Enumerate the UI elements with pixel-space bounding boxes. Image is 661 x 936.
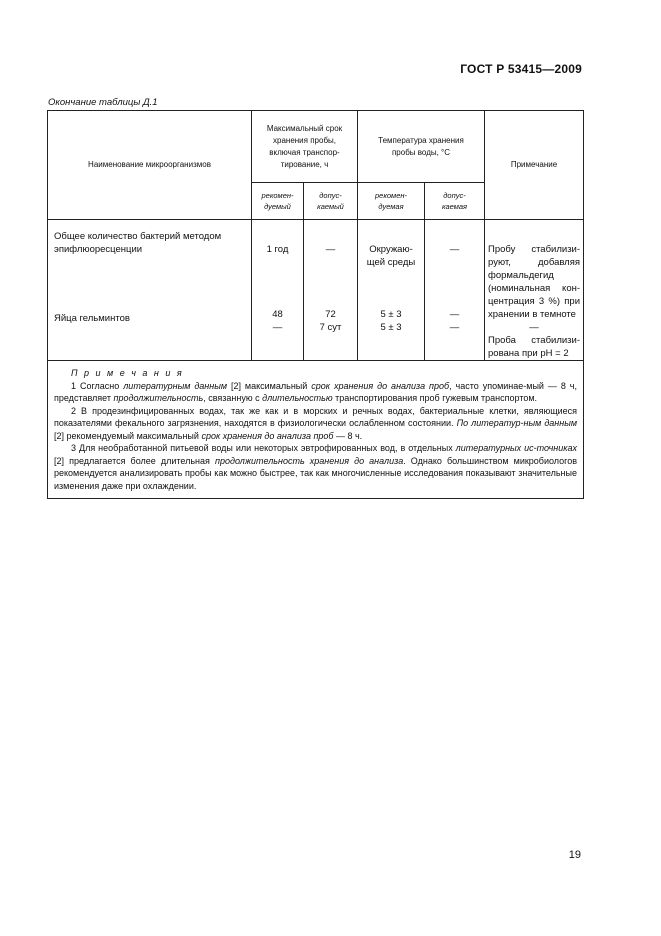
header-temp-line: пробы воды, °С (391, 147, 451, 157)
note-text: [2] предлагается более длительная (54, 455, 215, 466)
cell-value: — (325, 244, 336, 255)
cell-value: щей среды (366, 257, 416, 268)
subheader-line: допус- (443, 191, 466, 200)
note-text: срок хранения до анализа проб (311, 380, 450, 391)
note-text: [2] рекомендуемый максимальный (54, 430, 202, 441)
cell-value: 7 сут (319, 322, 342, 333)
note-text: транспортирования проб гужевым транспортом. (332, 393, 538, 403)
note-text: длительностью (262, 393, 333, 403)
note-text: литературным данным (123, 380, 228, 391)
note-2 (54, 405, 577, 443)
cell-value: 1 год (266, 244, 289, 255)
note-text: 2 В продезинфицированных водах, так же как и в морских и речных водах, бактериальные клетки, являющиеся показателями фекального загрязнения, находятся в физиологически ослабленном состоянии. (54, 405, 578, 428)
subheader-line: каемая (441, 202, 468, 211)
notes-title: П р и м е ч а н и я (71, 368, 184, 378)
header-storage-temperature (358, 111, 485, 183)
cell-value: Окружаю- (369, 244, 413, 255)
note-text: По литератур-ным данным (456, 418, 577, 428)
cell-value: 72 (325, 309, 336, 320)
note-text: , часто упоминае-мый — 8 ч, представляет (54, 380, 577, 403)
table-caption: Окончание таблицы Д.1 (48, 97, 158, 108)
document-header: ГОСТ Р 53415—2009 (460, 62, 582, 76)
page-number: 19 (568, 849, 581, 861)
notes-block (48, 361, 584, 499)
header-note: Примечание (485, 111, 584, 220)
row-name: Общее количество бактерий методом эпифлюоресценции (54, 231, 222, 255)
subheader-line: допус- (319, 191, 342, 200)
note-3 (54, 442, 577, 492)
subheader-allowed-time (304, 183, 358, 220)
note-text: 1 Согласно (71, 380, 124, 391)
header-storage-time-line: включая транспор- (269, 147, 340, 157)
table-row-note-cell (485, 220, 584, 361)
cell-value: — (449, 244, 460, 255)
subheader-allowed-temp (425, 183, 485, 220)
note-text: , связанную с (203, 393, 263, 403)
subheader-line: рекомен- (375, 191, 407, 200)
row-name: Яйца гельминтов (54, 313, 130, 324)
cell-value: — (449, 322, 460, 333)
note-text: — 8 ч. (333, 430, 363, 441)
note-text: срок хранения до анализа проб (201, 430, 334, 441)
row-note: Проба стабилизи-рована при pH = 2 (488, 335, 581, 359)
note-text: литературных ис-точниках (455, 443, 577, 453)
cell-value: 48 (272, 309, 283, 320)
table-row-rec-temp-cell (358, 220, 425, 361)
cell-value: 5 ± 3 (380, 322, 402, 333)
table-row-allow-temp-cell (425, 220, 485, 361)
header-storage-time-line: хранения пробы, (273, 135, 336, 145)
header-organism-name: Наименование микроорганизмов (48, 111, 252, 220)
note-text: . Однако большинством микробиологов рекомендуется анализировать пробы как можно быстрее, так как многочисленные исследования показывают значительные изменения даже при охлаждении. (54, 455, 578, 491)
table-row-name-cell (48, 220, 252, 361)
note-text: [2] максимальный (227, 380, 312, 391)
header-storage-time (252, 111, 358, 183)
row-note: Пробу стабилизи-руют, добавляя формальдегид (номинальная кон-центрация 3 %) при хранении в темноте (488, 244, 581, 320)
cell-value: — (449, 309, 460, 320)
table-row-rec-time-cell (252, 220, 304, 361)
subheader-line: дуемая (378, 202, 404, 211)
storage-table (47, 110, 584, 499)
subheader-recommended-temp (358, 183, 425, 220)
header-storage-time-line: Максимальный срок (266, 123, 343, 133)
header-temp-line: Температура хранения (378, 135, 464, 145)
row-note: — (529, 322, 539, 333)
cell-value: — (272, 322, 283, 333)
subheader-recommended-time (252, 183, 304, 220)
note-text: продолжительность (113, 393, 204, 403)
note-text: 3 Для необработанной питьевой воды или некоторых эвтрофированных вод, в отдельных (71, 443, 456, 453)
subheader-line: каемый (317, 202, 344, 211)
note-text: продолжительность хранения до анализа (215, 455, 404, 466)
table-row-allow-time-cell (304, 220, 358, 361)
subheader-line: дуемый (264, 202, 291, 211)
cell-value: 5 ± 3 (380, 309, 402, 320)
subheader-line: рекомен- (261, 191, 294, 200)
note-1 (54, 380, 577, 405)
header-storage-time-line: тирование, ч (280, 159, 329, 169)
